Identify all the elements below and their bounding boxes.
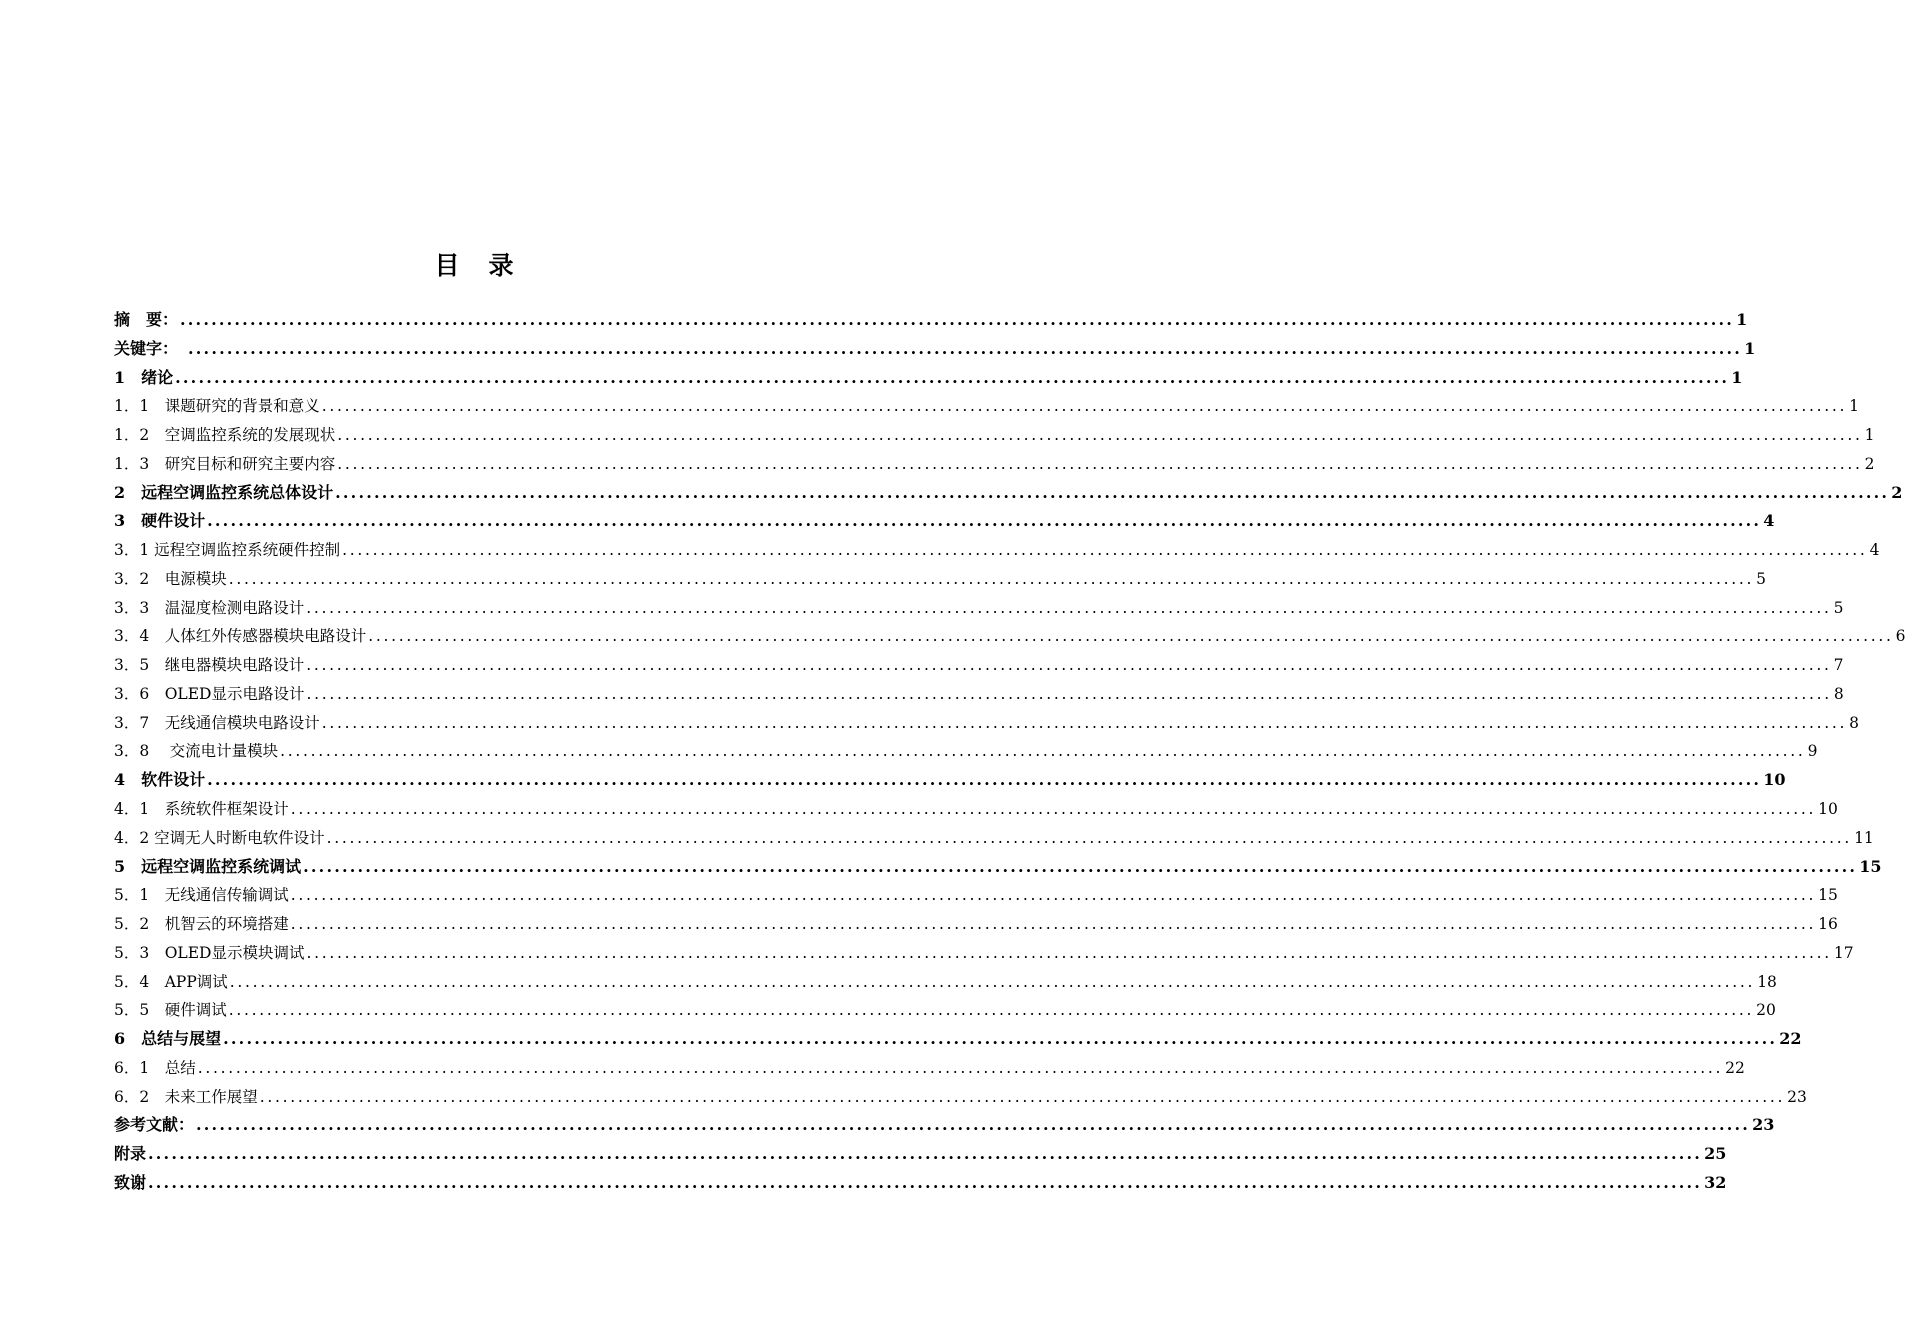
toc-leader-dots: ........................................................................................................................................................................................................ — [148, 1144, 1703, 1164]
toc-entry-label: 致谢 — [114, 1172, 147, 1192]
toc-entry-label: 6．1 总结 — [114, 1058, 196, 1077]
toc-entry-page-number: 2 — [1891, 482, 1903, 502]
table-of-contents — [114, 306, 1906, 1198]
toc-entry[interactable] — [114, 824, 1874, 853]
toc-leader-dots: ........................................................................................................................................................................................................ — [228, 1001, 1755, 1020]
toc-leader-dots: ........................................................................................................................................................................................................ — [337, 454, 1863, 473]
toc-entry-label: 4．2 空调无人时断电软件设计 — [114, 828, 325, 847]
toc-entry-label: 5．2 机智云的环境搭建 — [114, 915, 289, 934]
toc-entry[interactable] — [114, 1025, 1802, 1054]
toc-leader-dots: ........................................................................................................................................................................................................ — [188, 338, 1743, 358]
toc-leader-dots: ........................................................................................................................................................................................................ — [321, 713, 1848, 732]
toc-entry-page-number: 1 — [1736, 310, 1748, 329]
toc-entry[interactable] — [114, 1111, 1775, 1140]
toc-entry-label: 3．2 电源模块 — [114, 569, 227, 588]
toc-entry-label: 3．8 交流电计量模块 — [114, 742, 279, 761]
toc-entry-label: 5．3 OLED显示模块调试 — [114, 943, 305, 962]
toc-leader-dots: ........................................................................................................................................................................................................ — [197, 1058, 1724, 1077]
toc-entry-label: 1．3 研究目标和研究主要内容 — [114, 454, 336, 473]
toc-entry-page-number: 10 — [1763, 770, 1786, 790]
toc-leader-dots: ........................................................................................................................................................................................................ — [259, 1087, 1786, 1106]
toc-leader-dots: ........................................................................................................................................................................................................ — [207, 770, 1762, 790]
toc-entry-page-number: 5 — [1756, 569, 1767, 588]
toc-entry-label: 1．2 空调监控系统的发展现状 — [114, 426, 336, 445]
toc-entry-page-number: 16 — [1818, 915, 1838, 934]
toc-entry[interactable] — [114, 680, 1844, 709]
toc-entry-label: 关键字： — [114, 338, 187, 358]
toc-entry[interactable] — [114, 392, 1860, 421]
toc-entry-label: 3．3 温湿度检测电路设计 — [114, 598, 305, 617]
toc-leader-dots: ........................................................................................................................................................................................................ — [306, 943, 1832, 962]
toc-entry-page-number: 1 — [1849, 397, 1860, 416]
toc-entry-label: 2 远程空调监控系统总体设计 — [114, 482, 334, 502]
toc-entry-label: 参考文献： — [114, 1115, 195, 1135]
toc-entry-page-number: 17 — [1833, 943, 1854, 962]
toc-entry[interactable] — [114, 622, 1906, 651]
toc-entry[interactable] — [114, 881, 1838, 910]
toc-entry[interactable] — [114, 364, 1743, 393]
toc-entry[interactable] — [114, 536, 1880, 565]
toc-entry[interactable] — [114, 996, 1776, 1025]
toc-entry-label: 附录 — [114, 1144, 147, 1164]
toc-entry-label: 摘 要： — [114, 310, 179, 329]
toc-leader-dots: ........................................................................................................................................................................................................ — [321, 397, 1848, 416]
toc-leader-dots: ........................................................................................................................................................................................................ — [207, 511, 1762, 531]
toc-entry-label: 4．1 系统软件框架设计 — [114, 800, 289, 819]
page-title: 目 录 — [434, 251, 516, 280]
toc-entry[interactable] — [114, 421, 1875, 450]
toc-leader-dots: ........................................................................................................................................................................................................ — [306, 684, 1832, 703]
toc-entry[interactable] — [114, 335, 1756, 364]
toc-leader-dots: ........................................................................................................................................................................................................ — [228, 569, 1755, 588]
toc-entry-page-number: 18 — [1757, 972, 1777, 991]
toc-leader-dots: ........................................................................................................................................................................................................ — [342, 541, 1868, 560]
toc-entry[interactable] — [114, 910, 1838, 939]
toc-entry-page-number: 32 — [1704, 1172, 1727, 1192]
toc-entry-page-number: 8 — [1849, 713, 1860, 732]
toc-entry-page-number: 1 — [1744, 338, 1756, 358]
toc-entry[interactable] — [114, 737, 1818, 766]
toc-entry-page-number: 10 — [1818, 800, 1838, 819]
toc-entry-page-number: 23 — [1787, 1087, 1807, 1106]
toc-entry[interactable] — [114, 766, 1786, 795]
toc-leader-dots: ........................................................................................................................................................................................................ — [280, 742, 1806, 761]
toc-entry-page-number: 8 — [1833, 684, 1844, 703]
toc-entry-page-number: 23 — [1752, 1115, 1775, 1135]
toc-entry[interactable] — [114, 1083, 1807, 1112]
toc-leader-dots: ........................................................................................................................................................................................................ — [290, 915, 1817, 934]
toc-entry-page-number: 9 — [1807, 742, 1818, 761]
toc-entry[interactable] — [114, 594, 1844, 623]
toc-entry-label: 1．1 课题研究的背景和意义 — [114, 397, 320, 416]
toc-entry[interactable] — [114, 507, 1775, 536]
toc-entry-label: 5 远程空调监控系统调试 — [114, 856, 302, 876]
toc-entry[interactable] — [114, 795, 1838, 824]
toc-leader-dots: ........................................................................................................................................................................................................ — [175, 367, 1730, 387]
toc-leader-dots: ........................................................................................................................................................................................................ — [306, 598, 1832, 617]
toc-entry-label: 3 硬件设计 — [114, 511, 206, 531]
toc-entry-page-number: 1 — [1731, 367, 1743, 387]
toc-entry-label: 5．5 硬件调试 — [114, 1001, 227, 1020]
toc-entry-label: 3．7 无线通信模块电路设计 — [114, 713, 320, 732]
toc-entry[interactable] — [114, 709, 1860, 738]
toc-entry-page-number: 11 — [1854, 828, 1874, 847]
toc-leader-dots: ........................................................................................................................................................................................................ — [229, 972, 1756, 991]
toc-leader-dots: ........................................................................................................................................................................................................ — [148, 1172, 1703, 1192]
toc-leader-dots: ........................................................................................................................................................................................................ — [290, 800, 1817, 819]
toc-leader-dots: ........................................................................................................................................................................................................ — [290, 886, 1817, 905]
toc-entry-label: 6 总结与展望 — [114, 1029, 222, 1049]
toc-entry-page-number: 20 — [1756, 1001, 1776, 1020]
toc-entry-label: 5．4 APP调试 — [114, 972, 228, 991]
toc-entry-page-number: 22 — [1725, 1058, 1745, 1077]
toc-entry[interactable] — [114, 306, 1748, 335]
toc-entry-page-number: 15 — [1818, 886, 1838, 905]
toc-leader-dots: ........................................................................................................................................................................................................ — [306, 656, 1832, 675]
toc-leader-dots: ........................................................................................................................................................................................................ — [196, 1115, 1751, 1135]
toc-entry-page-number: 22 — [1779, 1029, 1802, 1049]
toc-entry-label: 1 绪论 — [114, 367, 174, 387]
toc-entry-label: 3．4 人体红外传感器模块电路设计 — [114, 627, 367, 646]
toc-leader-dots: ........................................................................................................................................................................................................ — [180, 310, 1735, 329]
toc-leader-dots: ........................................................................................................................................................................................................ — [337, 426, 1863, 445]
toc-entry[interactable] — [114, 1054, 1745, 1083]
toc-entry[interactable] — [114, 565, 1767, 594]
toc-entry-label: 3．5 继电器模块电路设计 — [114, 656, 305, 675]
toc-entry[interactable] — [114, 1140, 1727, 1169]
toc-entry-page-number: 5 — [1833, 598, 1844, 617]
toc-leader-dots: ........................................................................................................................................................................................................ — [326, 828, 1853, 847]
toc-entry[interactable] — [114, 853, 1882, 882]
toc-entry[interactable] — [114, 968, 1777, 997]
toc-entry-page-number: 7 — [1833, 656, 1844, 675]
toc-entry-page-number: 4 — [1869, 541, 1880, 560]
toc-entry-page-number: 25 — [1704, 1144, 1727, 1164]
toc-entry-label: 3．6 OLED显示电路设计 — [114, 684, 305, 703]
toc-entry-label: 6．2 未来工作展望 — [114, 1087, 258, 1106]
toc-entry[interactable] — [114, 651, 1844, 680]
toc-entry[interactable] — [114, 939, 1854, 968]
toc-entry[interactable] — [114, 1169, 1727, 1198]
toc-leader-dots: ........................................................................................................................................................................................................ — [303, 856, 1858, 876]
toc-entry-page-number: 2 — [1864, 454, 1875, 473]
toc-entry-label: 5．1 无线通信传输调试 — [114, 886, 289, 905]
toc-leader-dots: ........................................................................................................................................................................................................ — [223, 1029, 1778, 1049]
toc-leader-dots: ........................................................................................................................................................................................................ — [368, 627, 1894, 646]
toc-entry-page-number: 4 — [1763, 511, 1775, 531]
toc-entry[interactable] — [114, 479, 1903, 508]
toc-entry-label: 4 软件设计 — [114, 770, 206, 790]
toc-entry[interactable] — [114, 450, 1875, 479]
toc-leader-dots: ........................................................................................................................................................................................................ — [335, 482, 1890, 502]
toc-entry-page-number: 6 — [1895, 627, 1906, 646]
toc-entry-page-number: 15 — [1859, 856, 1882, 876]
toc-entry-page-number: 1 — [1864, 426, 1875, 445]
toc-entry-label: 3．1 远程空调监控系统硬件控制 — [114, 541, 341, 560]
